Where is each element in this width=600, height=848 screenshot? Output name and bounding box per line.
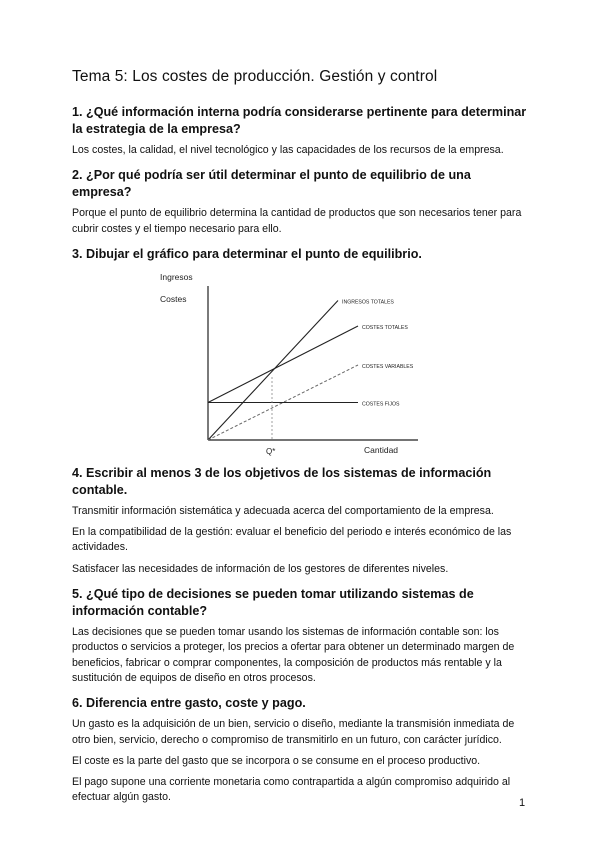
series-label: COSTES TOTALES — [362, 324, 408, 331]
break-even-chart — [72, 268, 532, 456]
chart-svg — [72, 268, 532, 456]
page-title: Tema 5: Los costes de producción. Gestión y control — [72, 68, 438, 85]
x-axis-label: Cantidad — [364, 444, 399, 455]
section-heading: 6. Diferencia entre gasto, coste y pago. — [72, 696, 306, 711]
paragraph: Satisfacer las necesidades de información de los gestores de diferentes niveles. — [72, 562, 449, 575]
paragraph: El coste es la parte del gasto que se incorpora o se consume en el proceso productivo. — [72, 754, 481, 767]
paragraph: Los costes, la calidad, el nivel tecnológico y las capacidades de los recursos de la empresa. — [72, 144, 504, 156]
page-number: 1 — [519, 797, 526, 809]
section-heading: 2. ¿Por qué podría ser útil determinar el punto de equilibrio de una empresa? — [72, 168, 471, 200]
section-heading: 4. Escribir al menos 3 de los objetivos de los sistemas de información contable. — [72, 465, 492, 497]
series-label: COSTES VARIABLES — [362, 363, 414, 370]
y-axis-label: Ingresos — [160, 271, 193, 282]
document-page — [72, 68, 532, 815]
series-line-1 — [208, 326, 358, 403]
section-heading: 3. Dibujar el gráfico para determinar el punto de equilibrio. — [72, 246, 422, 261]
series-label: COSTES FIJOS — [362, 401, 400, 408]
section-heading: 1. ¿Qué información interna podría considerarse pertinente para determinar la estrategia de la empresa? — [72, 105, 527, 136]
paragraph: Transmitir información sistemática y adecuada acerca del comportamiento de la empresa. — [72, 504, 494, 517]
break-even-label: Q* — [266, 446, 276, 456]
section-q1 — [72, 104, 532, 158]
section-q5 — [72, 586, 532, 686]
y-axis-label: Costes — [160, 293, 187, 304]
paragraph: Las decisiones que se pueden tomar usando los sistemas de información contable son: los productos o servicios a proteger, los precios a ofertar para obtener un determinado margen de beneficios, fabricar o comprar componentes, la composición de productos más rentable y la sustitución de equipos de diseño en otros procesos. — [72, 626, 515, 684]
section-heading: 5. ¿Qué tipo de decisiones se pueden tomar utilizando sistemas de información contable? — [72, 587, 474, 619]
section-q4 — [72, 465, 532, 577]
section-q3 — [72, 246, 532, 456]
paragraph: En la compatibilidad de la gestión: evaluar el beneficio del periodo e interés económico de las actividades. — [72, 526, 512, 554]
series-label: INGRESOS TOTALES — [342, 299, 394, 306]
section-q6 — [72, 695, 532, 805]
series-line-0 — [208, 300, 338, 440]
section-q2 — [72, 167, 532, 237]
paragraph: Porque el punto de equilibrio determina la cantidad de productos que son necesarios tener para cubrir costes y el tiempo necesario para ello. — [72, 207, 522, 235]
paragraph: El pago supone una corriente monetaria como contrapartida a algún compromiso adquirido al efectuar algún gasto. — [72, 776, 511, 804]
paragraph: Un gasto es la adquisición de un bien, servicio o diseño, mediante la transmisión inmediata de otro bien, servicio, derecho o compromiso de transmitirlo en un futuro, con carácter jurídico. — [72, 718, 515, 746]
